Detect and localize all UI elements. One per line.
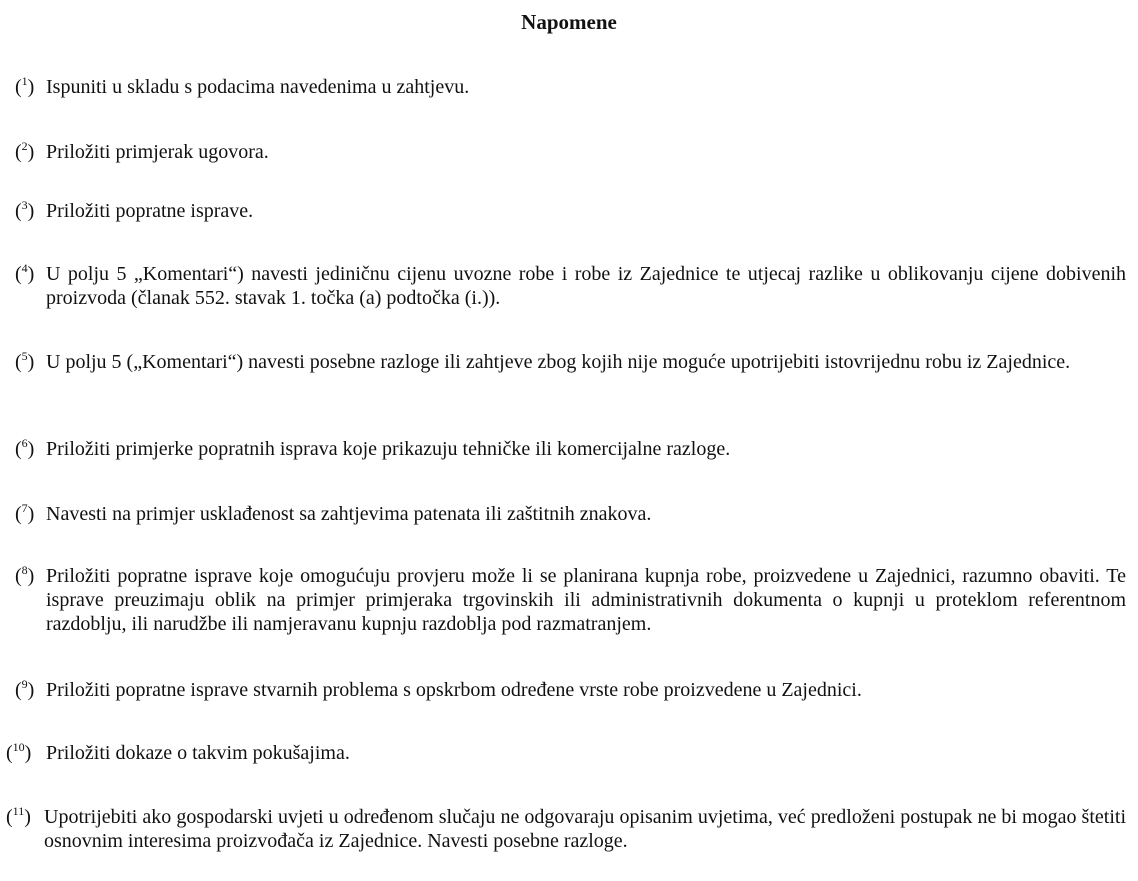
note-ref: ($^7$) bbox=[15, 501, 35, 525]
note-ref: ($^5$) bbox=[15, 349, 35, 373]
note-ref: ($^6$) bbox=[15, 436, 35, 460]
note-ref: ($^4$) bbox=[15, 261, 35, 285]
note-8 bbox=[15, 563, 1126, 636]
note-text: U polju 5 („Komentari“) navesti posebne razloge ili zahtjeve zbog kojih nije moguće upotrijebiti istovrijednu robu iz Zajednice. bbox=[46, 351, 1071, 373]
note-text: Priložiti popratne isprave koje omogućuju provjeru može li se planirana kupnja robe, proizvedene u Zajednici, razumno obaviti. Te isprave preuzimaju oblik na primjer primjeraka trgovinskih ili administrativnih dokumenta o kupnji u proteklom referentnom razdoblju, ili narudžbe ili namjeravanu kupnju razdoblja pod razmatranjem. bbox=[46, 565, 1126, 635]
page-title: Napomene bbox=[521, 10, 617, 34]
note-10 bbox=[6, 740, 1126, 765]
note-text: Upotrijebiti ako gospodarski uvjeti u određenom slučaju ne odgovaraju opisanim uvjetima, već predloženi postupak ne bi mogao štetiti osnovnim interesima proizvođača iz Zajednice. Navesti posebne razloge. bbox=[44, 806, 1126, 852]
note-number: 3 bbox=[21, 198, 28, 212]
note-text: Priložiti primjerak ugovora. bbox=[46, 141, 269, 163]
note-ref: ($^{11}$) bbox=[6, 804, 31, 828]
note-ref: ($^8$) bbox=[15, 563, 35, 587]
note-text: Priložiti popratne isprave. bbox=[46, 200, 254, 222]
note-number: 2 bbox=[21, 139, 28, 153]
note-number: 5 bbox=[21, 349, 28, 363]
note-ref: ($^{10}$) bbox=[6, 740, 32, 764]
note-6 bbox=[15, 436, 1126, 461]
note-7 bbox=[15, 501, 1126, 526]
note-ref: ($^2$) bbox=[15, 139, 35, 163]
note-ref: ($^1$) bbox=[15, 74, 35, 98]
note-number: 10 bbox=[12, 740, 25, 754]
note-number: 8 bbox=[21, 563, 28, 577]
note-number: 11 bbox=[12, 804, 25, 818]
note-text: Priložiti dokaze o takvim pokušajima. bbox=[46, 742, 350, 764]
note-number: 1 bbox=[21, 74, 28, 88]
note-5 bbox=[15, 349, 1126, 374]
note-4 bbox=[15, 261, 1126, 310]
note-text: Navesti na primjer usklađenost sa zahtjevima patenata ili zaštitnih znakova. bbox=[46, 503, 652, 525]
note-text: Priložiti primjerke popratnih isprava koje prikazuju tehničke ili komercijalne razloge. bbox=[46, 438, 731, 460]
note-1 bbox=[15, 74, 1126, 99]
note-text: Ispuniti u skladu s podacima navedenima u zahtjevu. bbox=[46, 76, 470, 98]
note-text: Priložiti popratne isprave stvarnih problema s opskrbom određene vrste robe proizvedene u Zajednici. bbox=[46, 679, 862, 701]
note-11 bbox=[6, 804, 1126, 853]
note-ref: ($^3$) bbox=[15, 198, 35, 222]
note-number: 4 bbox=[21, 261, 28, 275]
note-3 bbox=[15, 198, 1126, 223]
note-number: 6 bbox=[21, 436, 28, 450]
note-2 bbox=[15, 139, 1126, 164]
note-text: U polju 5 „Komentari“) navesti jediničnu cijenu uvozne robe i robe iz Zajednice te utjecaj razlike u oblikovanju cijene dobivenih proizvoda (članak 552. stavak 1. točka (a) podtočka (i.)). bbox=[46, 263, 1126, 309]
note-9 bbox=[15, 677, 1126, 702]
note-number: 7 bbox=[21, 501, 28, 515]
note-number: 9 bbox=[21, 677, 28, 691]
note-ref: ($^9$) bbox=[15, 677, 35, 701]
